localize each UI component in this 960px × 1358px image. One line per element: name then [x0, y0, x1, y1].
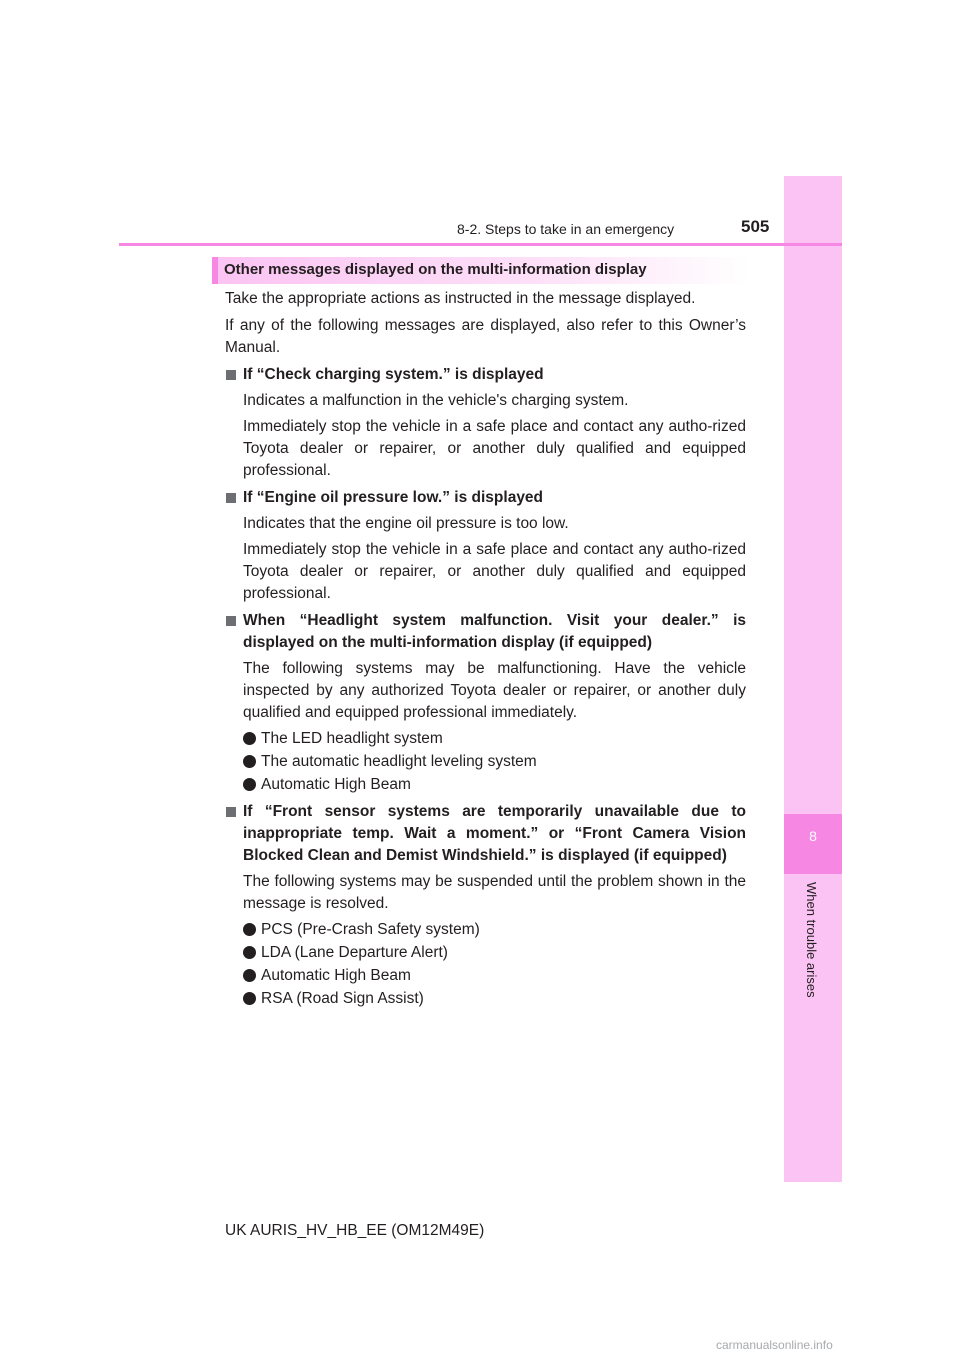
list-item: [225, 942, 746, 964]
body-paragraph: Immediately stop the vehicle in a safe place and contact any autho-rized Toyota dealer or repairer, or another duly qualified and equipped professional.: [243, 418, 746, 479]
chapter-side-tab: [784, 176, 842, 1182]
message-body: [225, 390, 746, 482]
header-section-title: 8-2. Steps to take in an emergency: [457, 221, 675, 237]
square-bullet-icon: [226, 493, 236, 503]
message-body: [225, 658, 746, 724]
list-item-text: The automatic headlight leveling system: [261, 753, 537, 770]
intro-paragraph: Take the appropriate actions as instructed in the message displayed.: [225, 290, 696, 307]
list-item-text: The LED headlight system: [261, 730, 443, 747]
list-item-text: Automatic High Beam: [261, 776, 411, 793]
list-item: [225, 988, 746, 1010]
intro-paragraph: If any of the following messages are displayed, also refer to this Owner’s Manual.: [225, 317, 746, 356]
page-number: 505: [741, 217, 770, 236]
list-item: [225, 751, 746, 773]
message-heading-text: If “Front sensor systems are temporarily unavailable due to inappropriate temp. Wait a moment.” or “Front Camera Vision Blocked Clean and Demist Windshield.” is displayed (if equipped): [243, 803, 746, 864]
message-item: [225, 364, 746, 482]
list-item: [225, 774, 746, 796]
message-item: [225, 610, 746, 796]
round-bullet-icon: [243, 778, 256, 791]
list-item-text: Automatic High Beam: [261, 967, 411, 984]
message-item: [225, 487, 746, 605]
round-bullet-icon: [243, 992, 256, 1005]
section-title-bar: [212, 257, 750, 284]
list-item: [225, 728, 746, 750]
square-bullet-icon: [226, 807, 236, 817]
message-heading-text: If “Engine oil pressure low.” is displayed: [243, 489, 544, 506]
chapter-number: 8: [809, 828, 817, 844]
message-item: [225, 801, 746, 1010]
chapter-number-block: [784, 814, 842, 874]
body-paragraph: Immediately stop the vehicle in a safe place and contact any autho-rized Toyota dealer or repairer, or another duly qualified and equipped professional.: [243, 541, 746, 602]
body-paragraph: Indicates a malfunction in the vehicle's charging system.: [243, 392, 629, 409]
round-bullet-icon: [243, 946, 256, 959]
message-heading: [225, 364, 746, 386]
body-paragraph: The following systems may be malfunctioning. Have the vehicle inspected by any authorized Toyota dealer or repairer, or another duly qualified and equipped professional immediately.: [243, 660, 746, 721]
message-heading: [225, 801, 746, 867]
body-paragraph: Indicates that the engine oil pressure is too low.: [243, 515, 569, 532]
round-bullet-icon: [243, 732, 256, 745]
list-item-text: PCS (Pre-Crash Safety system): [261, 921, 480, 938]
footer-model-code: UK AURIS_HV_HB_EE (OM12M49E): [225, 1222, 485, 1239]
chapter-label: When trouble arises: [804, 882, 819, 998]
header-divider: [119, 243, 842, 246]
message-body: [225, 513, 746, 605]
list-item-text: RSA (Road Sign Assist): [261, 990, 424, 1007]
watermark: carmanualsonline.info: [716, 1338, 833, 1352]
message-heading-text: When “Headlight system malfunction. Visit your dealer.” is displayed on the multi-information display (if equipped): [243, 612, 746, 651]
section-marker: [212, 257, 218, 284]
round-bullet-icon: [243, 923, 256, 936]
body-paragraph: The following systems may be suspended until the problem shown in the message is resolved.: [243, 873, 746, 912]
message-heading-text: If “Check charging system.” is displayed: [243, 366, 544, 383]
round-bullet-icon: [243, 969, 256, 982]
message-heading: [225, 610, 746, 654]
message-heading: [225, 487, 746, 509]
round-bullet-icon: [243, 755, 256, 768]
square-bullet-icon: [226, 370, 236, 380]
message-body: [225, 871, 746, 915]
square-bullet-icon: [226, 616, 236, 626]
page-content: [225, 288, 746, 1011]
list-item-text: LDA (Lane Departure Alert): [261, 944, 448, 961]
section-title: Other messages displayed on the multi-information display: [224, 261, 647, 278]
list-item: [225, 965, 746, 987]
list-item: [225, 919, 746, 941]
